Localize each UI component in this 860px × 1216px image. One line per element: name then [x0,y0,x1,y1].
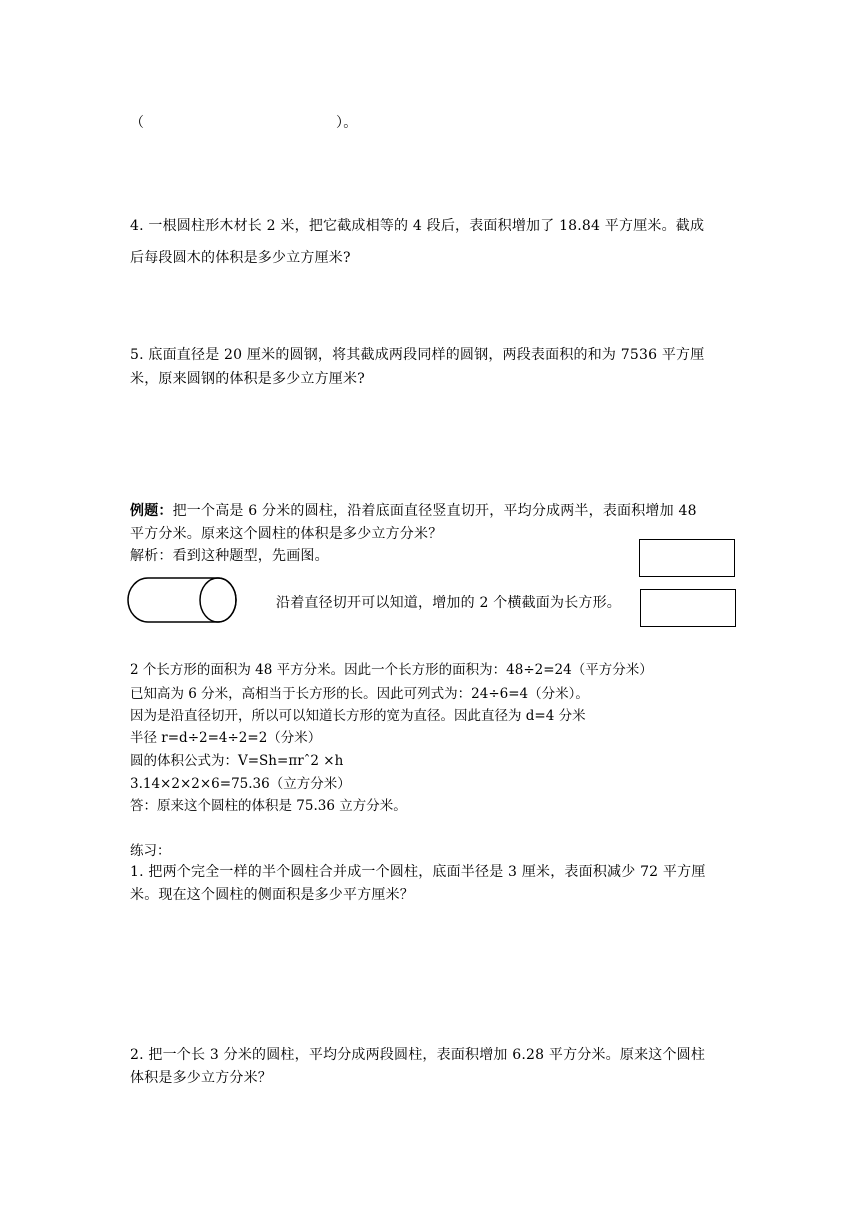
solution-line-1: 2 个长方形的面积为 48 平方分米。因此一个长方形的面积为：48÷2=24（平方分米） [130,662,653,678]
solution-line-2: 已知高为 6 分米，高相当于长方形的长。因此可列式为：24÷6=4（分米）。 [130,686,589,702]
cross-section-rectangle-2 [640,589,736,627]
example-label: 例题： [130,503,173,519]
solution-line-5: 圆的体积公式为：V=Sh=πrˆ2 ×h [130,753,344,769]
question-5-line-2: 米，原来圆钢的体积是多少立方厘米? [130,371,365,387]
question-4-line-1: 4. 一根圆柱形木材长 2 米，把它截成相等的 4 段后，表面积增加了 18.84 平方厘米。截成 [130,218,705,234]
cylinder-end-face [200,578,236,622]
example-line-1 [130,500,697,520]
solution-answer: 答：原来这个圆柱的体积是 75.36 立方分米。 [130,798,407,814]
solution-line-4: 半径 r=d÷2=4÷2=2（分米） [130,730,322,746]
practice-2-line-2: 体积是多少立方分米？ [130,1070,272,1086]
diagram-caption: 沿着直径切开可以知道，增加的 2 个横截面为长方形。 [276,595,622,611]
solution-line-3: 因为是沿直径切开，所以可以知道长方形的宽为直径。因此直径为 d=4 分米 [130,708,586,724]
cross-section-rectangle-1 [639,539,735,577]
solution-line-6: 3.14×2×2×6=75.36（立方分米） [130,776,351,792]
analysis-text: 解析：看到这种题型，先画图。 [130,548,329,564]
question-5-line-1: 5. 底面直径是 20 厘米的圆钢，将其截成两段同样的圆钢，两段表面积的和为 7536 平方厘 [130,347,705,363]
practice-heading: 练习： [130,843,171,859]
example-line-2: 平方分米。原来这个圆柱的体积是多少立方分米？ [130,526,443,542]
question-4-line-2: 后每段圆木的体积是多少立方厘米? [130,250,351,266]
practice-1-line-1: 1. 把两个完全一样的半个圆柱合并成一个圆柱，底面半径是 3 厘米，表面积减少 72 平方厘 [130,864,706,880]
practice-1-line-2: 米。现在这个圆柱的侧面积是多少平方厘米？ [130,887,414,903]
practice-2-line-1: 2. 把一个长 3 分米的圆柱，平均分成两段圆柱，表面积增加 6.28 平方分米。原来这个圆柱 [130,1047,706,1063]
cylinder-diagram [126,576,240,626]
close-paren: ）。 [336,115,358,131]
example-text: 把一个高是 6 分米的圆柱，沿着底面直径竖直切开，平均分成两半，表面积增加 48 [172,503,697,519]
open-paren: （ [130,115,145,131]
cylinder-body [128,578,236,622]
